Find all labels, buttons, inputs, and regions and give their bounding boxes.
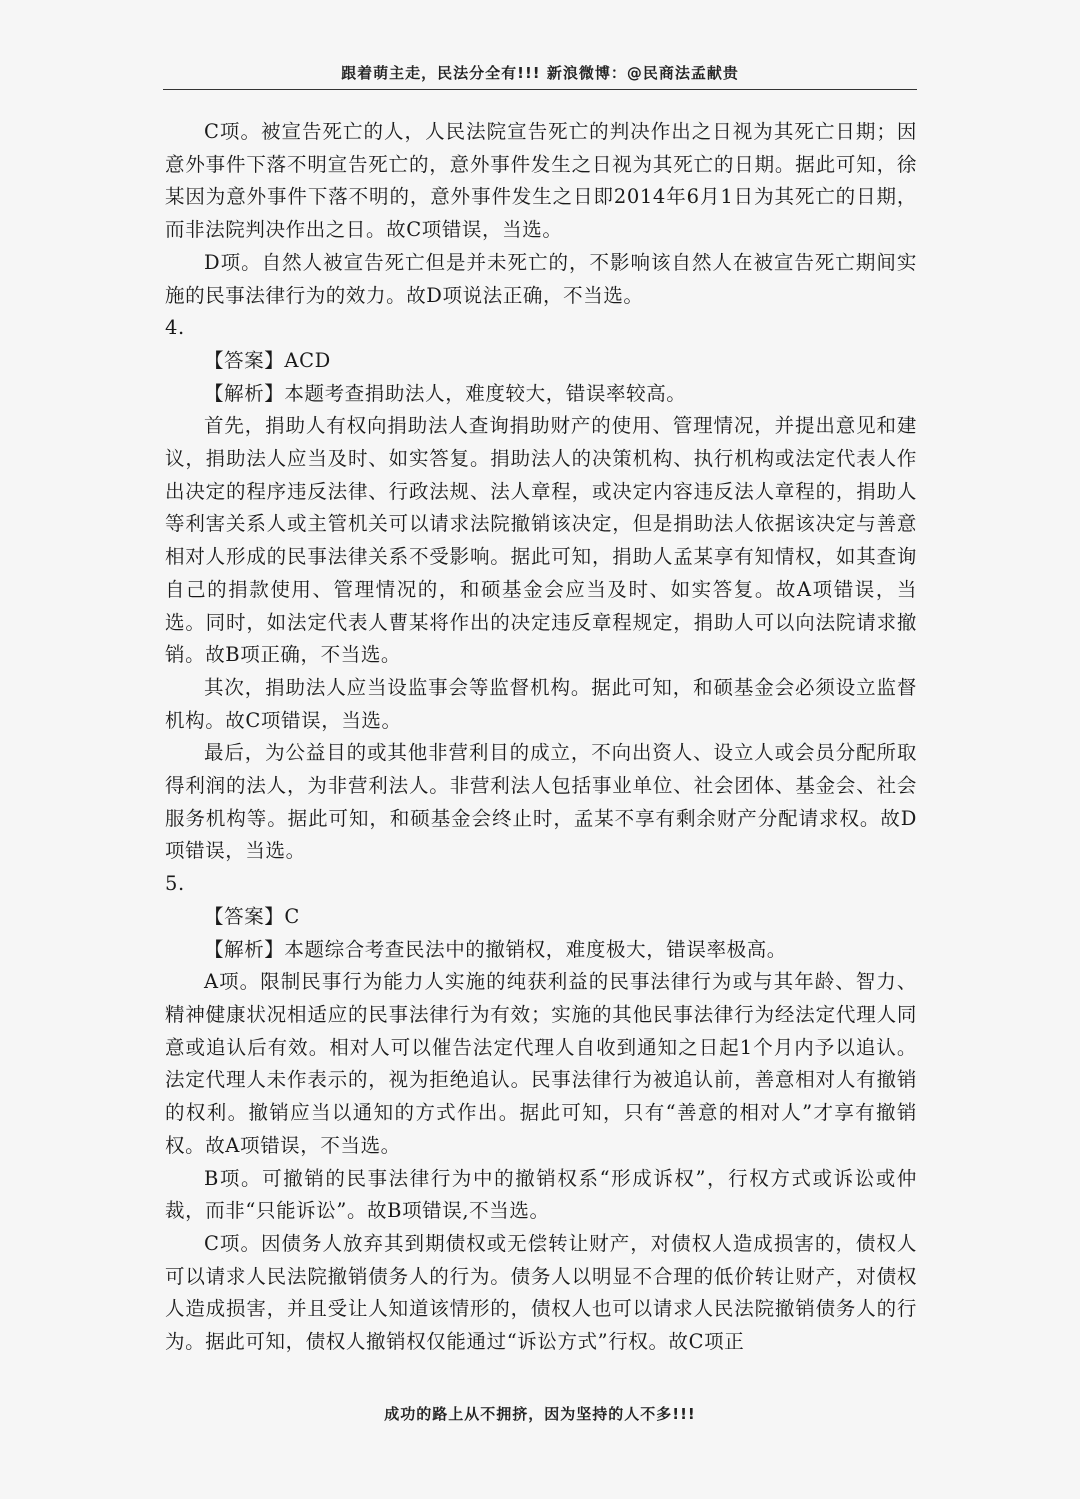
header-divider — [163, 89, 917, 90]
analysis-line-4: 【解析】本题考查捐助法人，难度较大，错误率较高。 — [204, 381, 687, 405]
page-header: 跟着萌主走，民法分全有!!! 新浪微博：@民商法孟献贵 — [341, 64, 739, 82]
paragraph-c-item-revocation: C项。因债务人放弃其到期债权或无偿转让财产，对债权人造成损害的，债权人可以请求人民法院撤销债务人的行为。债务人以明显不合理的低价转让财产，对债权人造成损害，并且受让人知道该情形的，债权人也可以请求人民法院撤销债务人的行为。据此可知，债权人撤销权仅能通过“诉讼方式”行权。故C项正 — [165, 1231, 917, 1354]
paragraph-c-item-death-date: C项。被宣告死亡的人，人民法院宣告死亡的判决作出之日视为其死亡日期；因意外事件下落不明宣告死亡的，意外事件发生之日视为其死亡的日期。据此可知，徐某因为意外事件下落不明的，意外事件发生之日即2014年6月1日为其死亡的日期，而非法院判决作出之日。故C项错误，当选。 — [165, 120, 917, 242]
analysis-line-5: 【解析】本题综合考查民法中的撤销权，难度极大，错误率极高。 — [204, 937, 787, 961]
question-number-4: 4. — [165, 316, 185, 340]
paragraph-d-item-validity: D项。自然人被宣告死亡但是并未死亡的，不影响该自然人在被宣告死亡期间实施的民事法律行为的效力。故D项说法正确，不当选。 — [165, 250, 917, 307]
paragraph-first: 首先，捐助人有权向捐助法人查询捐助财产的使用、管理情况，并提出意见和建议，捐助法人应当及时、如实答复。捐助法人的决策机构、执行机构或法定代表人作出决定的程序违反法律、行政法规、法人章程，或决定内容违反法人章程的，捐助人等利害关系人或主管机关可以请求法院撤销该决定，但是捐助法人依据该决定与善意相对人形成的民事法律关系不受影响。据此可知，捐助人孟某享有知情权，如其查询自己的捐款使用、管理情况的，和硕基金会应当及时、如实答复。故A项错误，当选。同时，如法定代表人曹某将作出的决定违反章程规定，捐助人可以向法院请求撤销。故B项正确，不当选。 — [165, 414, 917, 667]
document-body — [165, 116, 917, 1359]
page-footer: 成功的路上从不拥挤，因为坚持的人不多!!! — [384, 1405, 696, 1423]
answer-line-5: 【答案】C — [204, 904, 300, 928]
paragraph-b-item: B项。可撤销的民事法律行为中的撤销权系“形成诉权”，行权方式或诉讼或仲裁，而非“只能诉讼”。故B项错误,不当选。 — [165, 1166, 917, 1223]
paragraph-second: 其次，捐助法人应当设监事会等监督机构。据此可知，和硕基金会必须设立监督机构。故C项错误，当选。 — [165, 675, 917, 732]
answer-line-4: 【答案】ACD — [204, 348, 331, 372]
question-number-5: 5. — [165, 872, 185, 896]
paragraph-a-item: A项。限制民事行为能力人实施的纯获利益的民事法律行为或与其年龄、智力、精神健康状况相适应的民事法律行为有效；实施的其他民事法律行为经法定代理人同意或追认后有效。相对人可以催告法定代理人自收到通知之日起1个月内予以追认。法定代理人未作表示的，视为拒绝追认。民事法律行为被追认前，善意相对人有撤销的权利。撤销应当以通知的方式作出。据此可知，只有“善意的相对人”才享有撤销权。故A项错误，不当选。 — [165, 970, 917, 1157]
paragraph-last: 最后，为公益目的或其他非营利目的成立，不向出资人、设立人或会员分配所取得利润的法人，为非营利法人。非营利法人包括事业单位、社会团体、基金会、社会服务机构等。据此可知，和硕基金会终止时，孟某不享有剩余财产分配请求权。故D项错误，当选。 — [165, 741, 917, 863]
